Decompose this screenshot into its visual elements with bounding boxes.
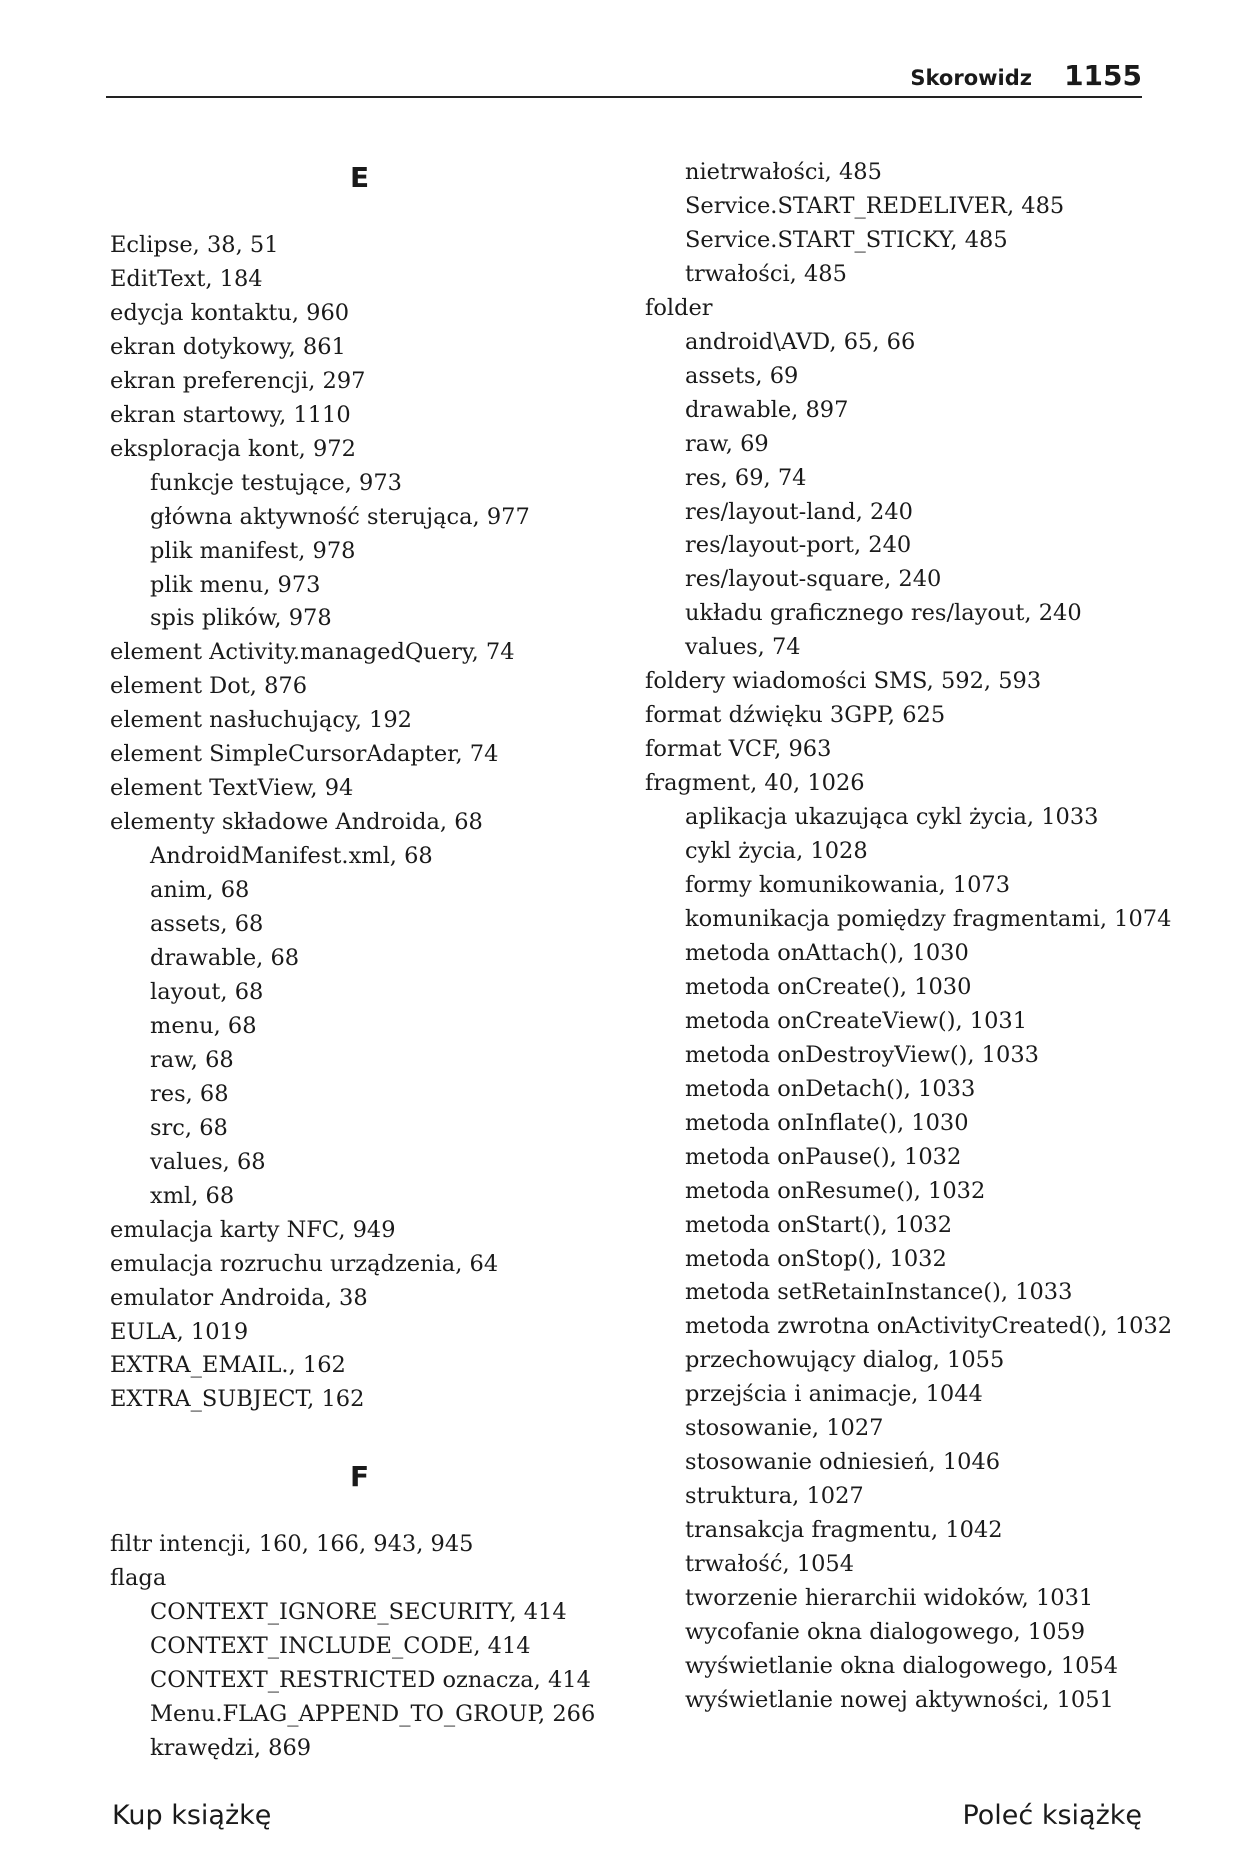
section-letter-e: E: [350, 161, 370, 194]
index-subentry: CONTEXT_IGNORE_SECURITY, 414: [150, 1599, 567, 1626]
index-subentry: res, 68: [150, 1080, 229, 1107]
index-subentry: metoda onStart(), 1032: [685, 1211, 953, 1238]
index-subentry: wycofanie okna dialogowego, 1059: [685, 1618, 1086, 1645]
index-subentry: assets, 68: [150, 911, 264, 938]
index-subentry: aplikacja ukazująca cykl życia, 1033: [685, 804, 1099, 831]
index-entry: EXTRA_EMAIL., 162: [110, 1352, 346, 1379]
index-subentry: główna aktywność sterująca, 977: [150, 503, 530, 530]
index-entry: element nasłuchujący, 192: [110, 707, 412, 734]
index-subentry: spis plików, 978: [150, 605, 332, 632]
index-subentry: values, 68: [150, 1148, 266, 1175]
index-entry: fragment, 40, 1026: [645, 770, 865, 797]
index-subentry: menu, 68: [150, 1012, 257, 1039]
index-subentry: xml, 68: [150, 1182, 235, 1209]
index-left-column: [110, 156, 620, 1766]
index-entry: EULA, 1019: [110, 1318, 249, 1345]
index-subentry: res, 69, 74: [685, 464, 807, 491]
index-subentry: metoda onPause(), 1032: [685, 1143, 962, 1170]
index-subentry: metoda onInflate(), 1030: [685, 1109, 969, 1136]
index-subentry: drawable, 897: [685, 396, 849, 423]
index-entry: filtr intencji, 160, 166, 943, 945: [110, 1531, 474, 1558]
index-subentry: CONTEXT_INCLUDE_CODE, 414: [150, 1633, 531, 1660]
index-subentry: trwałości, 485: [685, 260, 847, 287]
index-subentry: src, 68: [150, 1114, 228, 1141]
index-entry: emulacja rozruchu urządzenia, 64: [110, 1250, 499, 1277]
index-subentry: AndroidManifest.xml, 68: [150, 843, 433, 870]
index-subentry: res/layout-square, 240: [685, 566, 942, 593]
header-title: Skorowidz: [910, 66, 1032, 90]
index-subentry: drawable, 68: [150, 945, 300, 972]
index-entry: format dźwięku 3GPP, 625: [645, 702, 946, 729]
index-subentry: raw, 68: [150, 1046, 234, 1073]
index-entry: element TextView, 94: [110, 775, 354, 802]
index-subentry: res/layout-land, 240: [685, 498, 913, 525]
section-letter-f: F: [350, 1460, 370, 1494]
index-subentry: values, 74: [685, 634, 801, 661]
index-subentry: stosowanie, 1027: [685, 1415, 884, 1442]
index-entry: Eclipse, 38, 51: [110, 232, 279, 258]
index-entry: folder: [645, 294, 713, 321]
index-subentry: cykl życia, 1028: [685, 838, 868, 865]
index-subentry: Menu.FLAG_APPEND_TO_GROUP, 266: [150, 1701, 596, 1728]
index-subentry: android\AVD, 65, 66: [685, 328, 916, 355]
index-subentry: metoda onResume(), 1032: [685, 1177, 986, 1204]
index-entry: elementy składowe Androida, 68: [110, 809, 483, 836]
index-entry: format VCF, 963: [645, 736, 832, 763]
index-list-f: [110, 1528, 620, 1766]
index-entry: emulator Androida, 38: [110, 1284, 368, 1311]
index-entry: element SimpleCursorAdapter, 74: [110, 741, 499, 768]
index-subentry: przejścia i animacje, 1044: [685, 1381, 983, 1408]
page-number: 1155: [1064, 59, 1142, 92]
index-subentry: krawędzi, 869: [150, 1735, 312, 1762]
index-subentry: stosowanie odniesień, 1046: [685, 1449, 1001, 1476]
index-subentry: Service.START_STICKY, 485: [685, 226, 1008, 253]
index-subentry: komunikacja pomiędzy fragmentami, 1074: [685, 905, 1172, 932]
index-entry: foldery wiadomości SMS, 592, 593: [645, 668, 1042, 695]
index-entry: ekran dotykowy, 861: [110, 333, 346, 360]
index-subentry: funkcje testujące, 973: [150, 469, 402, 496]
running-header: [106, 58, 1142, 98]
index-entry: edycja kontaktu, 960: [110, 299, 350, 326]
index-subentry: struktura, 1027: [685, 1483, 864, 1510]
index-subentry: metoda onCreate(), 1030: [685, 973, 972, 1000]
index-subentry: metoda onStop(), 1032: [685, 1245, 947, 1272]
index-entry: EditText, 184: [110, 265, 263, 292]
index-entry: emulacja karty NFC, 949: [110, 1216, 396, 1243]
index-entry: EXTRA_SUBJECT, 162: [110, 1386, 365, 1413]
index-subentry: metoda zwrotna onActivityCreated(), 1032: [685, 1313, 1173, 1340]
index-entry: element Dot, 876: [110, 673, 308, 700]
index-subentry: metoda onCreateView(), 1031: [685, 1007, 1028, 1034]
index-subentry: anim, 68: [150, 877, 250, 904]
index-subentry: trwałość, 1054: [685, 1551, 855, 1578]
index-subentry: wyświetlanie okna dialogowego, 1054: [685, 1652, 1119, 1679]
index-subentry: formy komunikowania, 1073: [685, 872, 1011, 899]
index-subentry: nietrwałości, 485: [685, 159, 882, 185]
index-subentry: CONTEXT_RESTRICTED oznacza, 414: [150, 1667, 591, 1694]
index-subentry: Service.START_REDELIVER, 485: [685, 192, 1065, 219]
index-subentry: plik menu, 973: [150, 571, 321, 598]
index-entry: eksploracja kont, 972: [110, 435, 356, 462]
index-entry: flaga: [110, 1565, 167, 1592]
index-entry: element Activity.managedQuery, 74: [110, 639, 515, 666]
index-subentry: layout, 68: [150, 978, 264, 1005]
index-subentry: metoda onDestroyView(), 1033: [685, 1041, 1039, 1068]
recommend-book-link[interactable]: Poleć książkę: [962, 1800, 1142, 1831]
index-subentry: raw, 69: [685, 430, 769, 457]
index-list-e: [110, 229, 620, 1417]
index-subentry: metoda onAttach(), 1030: [685, 939, 969, 966]
index-entry: ekran preferencji, 297: [110, 367, 366, 394]
index-right-column: [645, 156, 1173, 1718]
index-subentry: assets, 69: [685, 362, 799, 389]
index-entry: ekran startowy, 1110: [110, 401, 351, 428]
index-subentry: metoda setRetainInstance(), 1033: [685, 1279, 1073, 1306]
index-subentry: plik manifest, 978: [150, 537, 356, 564]
index-subentry: metoda onDetach(), 1033: [685, 1075, 976, 1102]
index-subentry: układu graficznego res/layout, 240: [685, 600, 1082, 627]
index-list-right: [645, 156, 1173, 1718]
index-subentry: przechowujący dialog, 1055: [685, 1347, 1005, 1374]
index-subentry: res/layout-port, 240: [685, 532, 912, 559]
index-subentry: transakcja fragmentu, 1042: [685, 1517, 1003, 1544]
index-subentry: tworzenie hierarchii widoków, 1031: [685, 1585, 1094, 1612]
buy-book-link[interactable]: Kup książkę: [112, 1800, 272, 1831]
index-subentry: wyświetlanie nowej aktywności, 1051: [685, 1686, 1114, 1713]
